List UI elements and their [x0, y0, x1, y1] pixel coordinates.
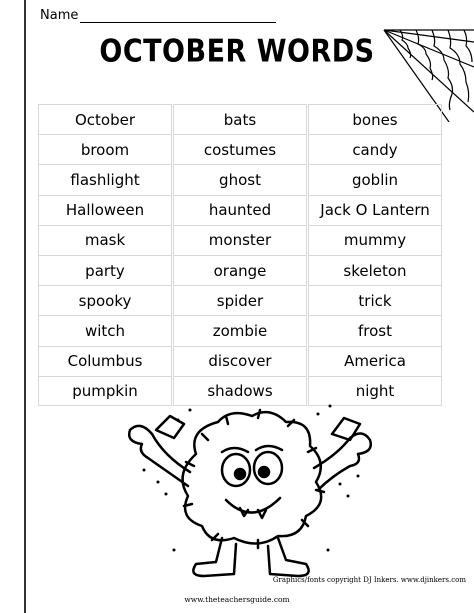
word-cell: party	[38, 255, 172, 285]
word-table	[38, 104, 442, 406]
word-cell: frost	[308, 315, 442, 345]
word-cell: monster	[173, 225, 307, 255]
word-cell: goblin	[308, 164, 442, 194]
name-blank-line	[80, 8, 276, 23]
word-cell: mask	[38, 225, 172, 255]
word-cell: candy	[308, 134, 442, 164]
copyright-credit: Graphics/fonts copyright DJ Inkers. www.djinkers.com	[272, 576, 466, 584]
word-cell: skeleton	[308, 255, 442, 285]
word-cell: flashlight	[38, 164, 172, 194]
word-cell: trick	[308, 285, 442, 315]
word-cell: Jack O Lantern	[308, 195, 442, 225]
word-cell: America	[308, 346, 442, 376]
page-title: OCTOBER WORDS	[99, 33, 375, 70]
word-cell: mummy	[308, 225, 442, 255]
word-cell: shadows	[173, 376, 307, 406]
word-cell: orange	[173, 255, 307, 285]
word-cell: bones	[308, 104, 442, 134]
word-cell: spider	[173, 285, 307, 315]
word-cell: night	[308, 376, 442, 406]
word-cell: zombie	[173, 315, 307, 345]
word-cell: costumes	[173, 134, 307, 164]
word-cell: ghost	[173, 164, 307, 194]
name-label: Name	[40, 8, 79, 23]
name-field	[40, 8, 276, 23]
word-cell: bats	[173, 104, 307, 134]
word-cell: haunted	[173, 195, 307, 225]
word-cell: October	[38, 104, 172, 134]
word-cell: spooky	[38, 285, 172, 315]
word-cell: witch	[38, 315, 172, 345]
word-cell: broom	[38, 134, 172, 164]
footer-url: www.theteachersguide.com	[184, 595, 290, 604]
word-cell: discover	[173, 346, 307, 376]
word-cell: Halloween	[38, 195, 172, 225]
word-cell: pumpkin	[38, 376, 172, 406]
fuzzy-monster-illustration	[118, 400, 378, 580]
word-cell: Columbus	[38, 346, 172, 376]
